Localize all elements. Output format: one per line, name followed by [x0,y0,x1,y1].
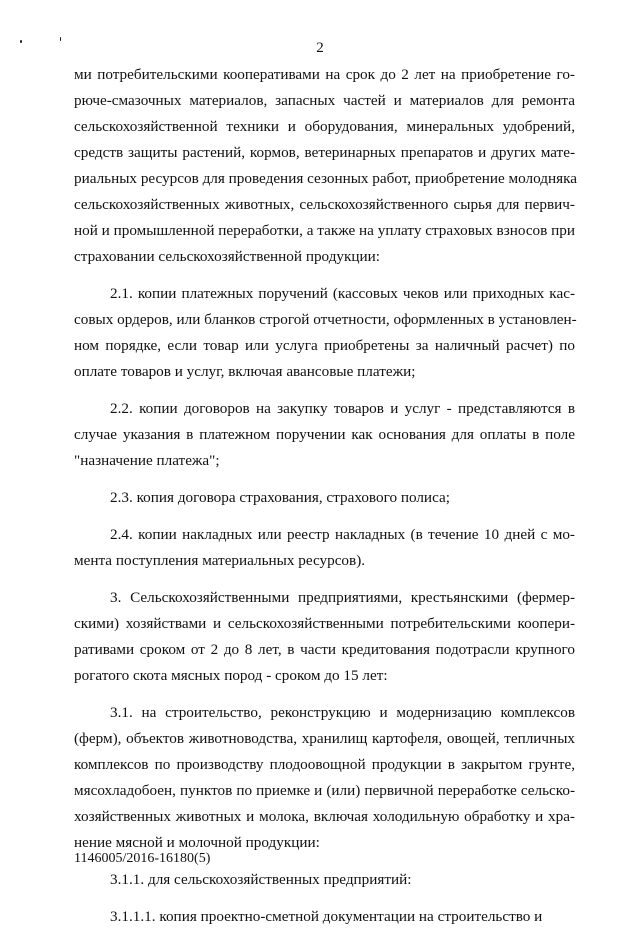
text-line: страховании сельскохозяйственной продукции: [74,248,381,265]
text-line: оплате товаров и услуг, включая авансовые платежи; [74,363,416,380]
text-line: 2.1. копии платежных поручений (кассовых чеков или приходных кас- [110,285,575,302]
text-line: случае указания в платежном поручении как основания для оплаты в поле [74,426,575,443]
text-line: 3. Сельскохозяйственными предприятиями, крестьянскими (фермер- [110,589,575,606]
text-line: хозяйственных животных и молока, включая холодильную обработку и хра- [74,808,575,825]
text-line: "назначение платежа"; [74,452,220,469]
paragraph [74,396,575,474]
text-line: сельскохозяйственной техники и оборудования, минеральных удобрений, [74,118,575,135]
text-line: риальных ресурсов для проведения сезонных работ, приобретение молодняка [74,170,577,187]
text-line: 2.3. копия договора страхования, страхового полиса; [110,489,450,506]
paragraph [74,485,575,511]
text-line: 2.2. копии договоров на закупку товаров и услуг - представляются в [110,400,575,417]
text-line: ми потребительскими кооперативами на срок до 2 лет на приобретение го- [74,66,575,83]
text-line: 2.4. копии накладных или реестр накладных (в течение 10 дней с мо- [110,526,575,543]
text-line: 3.1. на строительство, реконструкцию и модернизацию комплексов [110,704,575,721]
text-line: (ферм), объектов животноводства, хранилищ картофеля, овощей, тепличных [74,730,575,747]
text-line: комплексов по производству плодоовощной продукции в закрытом грунте, [74,756,575,773]
text-line: мясохладобоен, пунктов по приемке и (или) первичной переработке сельско- [74,782,575,799]
text-line: средств защиты растений, кормов, ветеринарных препаратов и других мате- [74,144,575,161]
text-line: 3.1.1.1. копия проектно-сметной документации на строительство и [110,908,543,925]
paragraph [74,904,575,930]
text-line: мента поступления материальных ресурсов). [74,552,366,569]
paragraph [74,522,575,574]
paragraph [74,700,575,856]
text-line: ративами сроком от 2 до 8 лет, в части кредитования подотрасли крупного [74,641,575,658]
text-line: рюче-смазочных материалов, запасных частей и материалов для ремонта [74,92,575,109]
page-number: 2 [316,40,324,56]
paragraph [74,585,575,689]
paragraph [74,867,575,893]
text-line: нение мясной и молочной продукции: [74,834,320,851]
text-line: скими) хозяйствами и сельскохозяйственными потребительскими коопери- [74,615,575,632]
text-line: рогатого скота мясных пород - сроком до 15 лет: [74,667,388,684]
text-line: 3.1.1. для сельскохозяйственных предприятий: [110,871,412,888]
text-line: сельскохозяйственных животных, сельскохозяйственного сырья для первич- [74,196,575,213]
text-line: ной и промышленной переработки, а также на уплату страховых взносов при [74,222,575,239]
paragraph [74,62,575,270]
paragraph [74,281,575,385]
document-code: 1146005/2016-16180(5) [74,851,211,866]
text-line: совых ордеров, или бланков строгой отчетности, оформленных в установлен- [74,311,577,328]
document-body [74,62,575,941]
text-line: ном порядке, если товар или услуга приобретены за наличный расчет) по [74,337,575,354]
